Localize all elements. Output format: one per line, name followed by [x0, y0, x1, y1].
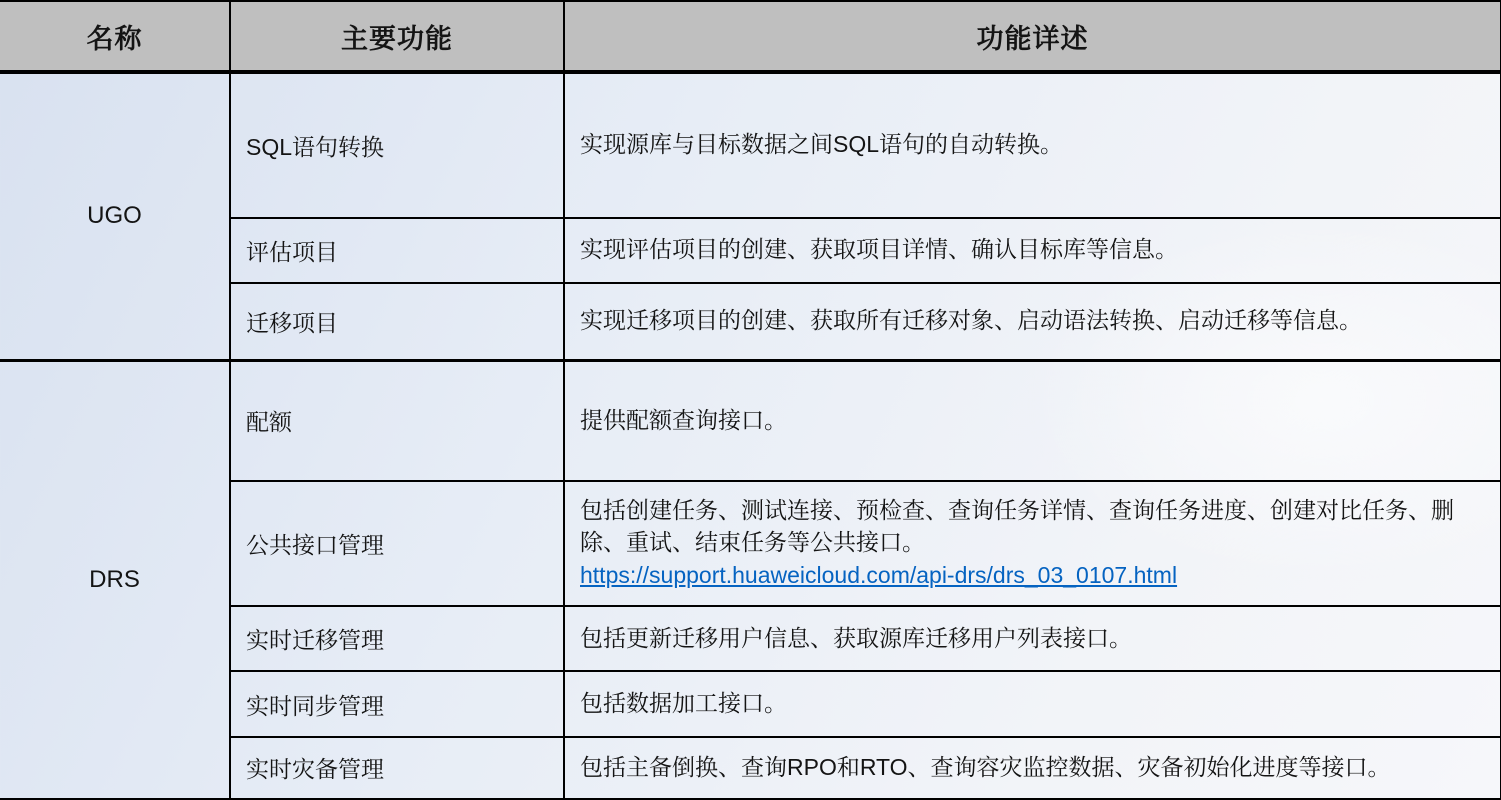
detail-cell: 包括主备倒换、查询RPO和RTO、查询容灾监控数据、灾备初始化进度等接口。 — [564, 737, 1501, 799]
table-row-quota — [0, 360, 1501, 480]
table-header-row — [0, 1, 1501, 72]
feature-cell: 公共接口管理 — [230, 481, 564, 607]
feature-cell: 实时迁移管理 — [230, 606, 564, 671]
group-cell-ugo: UGO — [0, 72, 230, 360]
group-cell-drs: DRS — [0, 360, 230, 799]
column-header-main-function: 主要功能 — [230, 1, 564, 72]
column-header-function-detail: 功能详述 — [564, 1, 1501, 72]
feature-cell: 实时灾备管理 — [230, 737, 564, 799]
table-row-sql-conversion — [0, 72, 1501, 218]
detail-cell: 包括更新迁移用户信息、获取源库迁移用户列表接口。 — [564, 606, 1501, 671]
detail-cell — [564, 481, 1501, 607]
detail-text: 包括创建任务、测试连接、预检查、查询任务详情、查询任务进度、创建对比任务、删除、重试、结束任务等公共接口。 — [580, 496, 1454, 555]
feature-cell: 迁移项目 — [230, 283, 564, 360]
feature-cell: SQL语句转换 — [230, 72, 564, 218]
feature-cell: 实时同步管理 — [230, 671, 564, 736]
column-header-name: 名称 — [0, 1, 230, 72]
detail-cell: 包括数据加工接口。 — [564, 671, 1501, 736]
feature-cell: 评估项目 — [230, 218, 564, 283]
detail-cell: 实现迁移项目的创建、获取所有迁移对象、启动语法转换、启动迁移等信息。 — [564, 283, 1501, 360]
feature-cell: 配额 — [230, 360, 564, 480]
detail-cell: 提供配额查询接口。 — [564, 360, 1501, 480]
detail-cell: 实现评估项目的创建、获取项目详情、确认目标库等信息。 — [564, 218, 1501, 283]
drs-api-doc-link[interactable]: https://support.huaweicloud.com/api-drs/drs_03_0107.html — [580, 562, 1178, 589]
detail-cell: 实现源库与目标数据之间SQL语句的自动转换。 — [564, 72, 1501, 218]
